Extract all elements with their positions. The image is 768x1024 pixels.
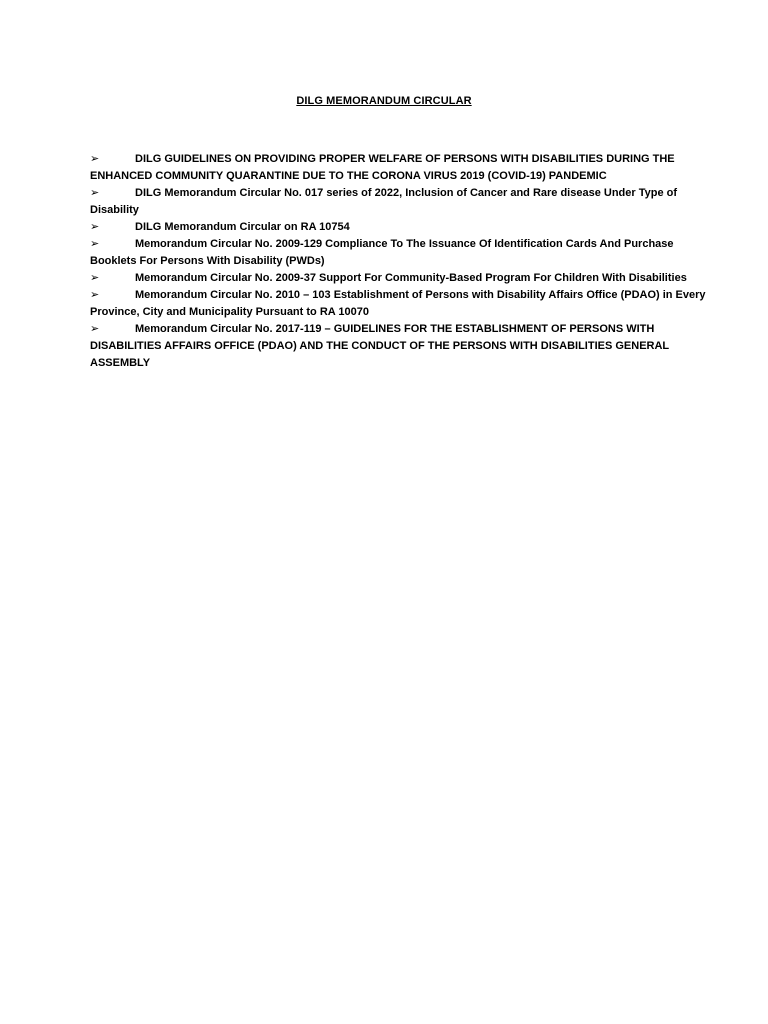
circular-title: DILG GUIDELINES ON PROVIDING PROPER WELFARE OF PERSONS WITH DISABILITIES DURING THE ENHANCED COMMUNITY QUARANTINE DUE TO THE CORONA VIRUS 2019 (COVID-19) PANDEMIC [90,153,675,182]
list-item [90,219,720,236]
circular-title: Memorandum Circular No. 2009-37 Support For Community-Based Program For Children With Disabilities [135,272,687,284]
list-item [90,287,720,321]
circular-title: Memorandum Circular No. 2010 – 103 Establishment of Persons with Disability Affairs Office (PDAO) in Every Province, City and Municipality Pursuant to RA 10070 [90,289,706,318]
circular-list [90,151,720,372]
arrow-bullet-icon: ➢ [90,153,100,165]
arrow-bullet-icon: ➢ [90,221,100,233]
arrow-bullet-icon: ➢ [90,289,100,301]
arrow-bullet-icon: ➢ [90,187,100,199]
circular-title: Memorandum Circular No. 2009-129 Compliance To The Issuance Of Identification Cards And Purchase Booklets For Persons With Disability (PWDs) [90,238,674,267]
circular-title: Memorandum Circular No. 2017-119 – GUIDELINES FOR THE ESTABLISHMENT OF PERSONS WITH DISABILITIES AFFAIRS OFFICE (PDAO) AND THE CONDUCT OF THE PERSONS WITH DISABILITIES GENERAL ASSEMBLY [90,323,669,369]
list-item [90,236,720,270]
circular-title: DILG Memorandum Circular on RA 10754 [135,221,350,233]
circular-title: DILG Memorandum Circular No. 017 series of 2022, Inclusion of Cancer and Rare disease Under Type of Disability [90,187,678,216]
document-title: DILG MEMORANDUM CIRCULAR [296,95,472,107]
list-item [90,185,720,219]
list-item [90,151,720,185]
arrow-bullet-icon: ➢ [90,272,100,284]
list-item [90,270,720,287]
arrow-bullet-icon: ➢ [90,323,100,335]
list-item [90,321,720,372]
arrow-bullet-icon: ➢ [90,238,100,250]
